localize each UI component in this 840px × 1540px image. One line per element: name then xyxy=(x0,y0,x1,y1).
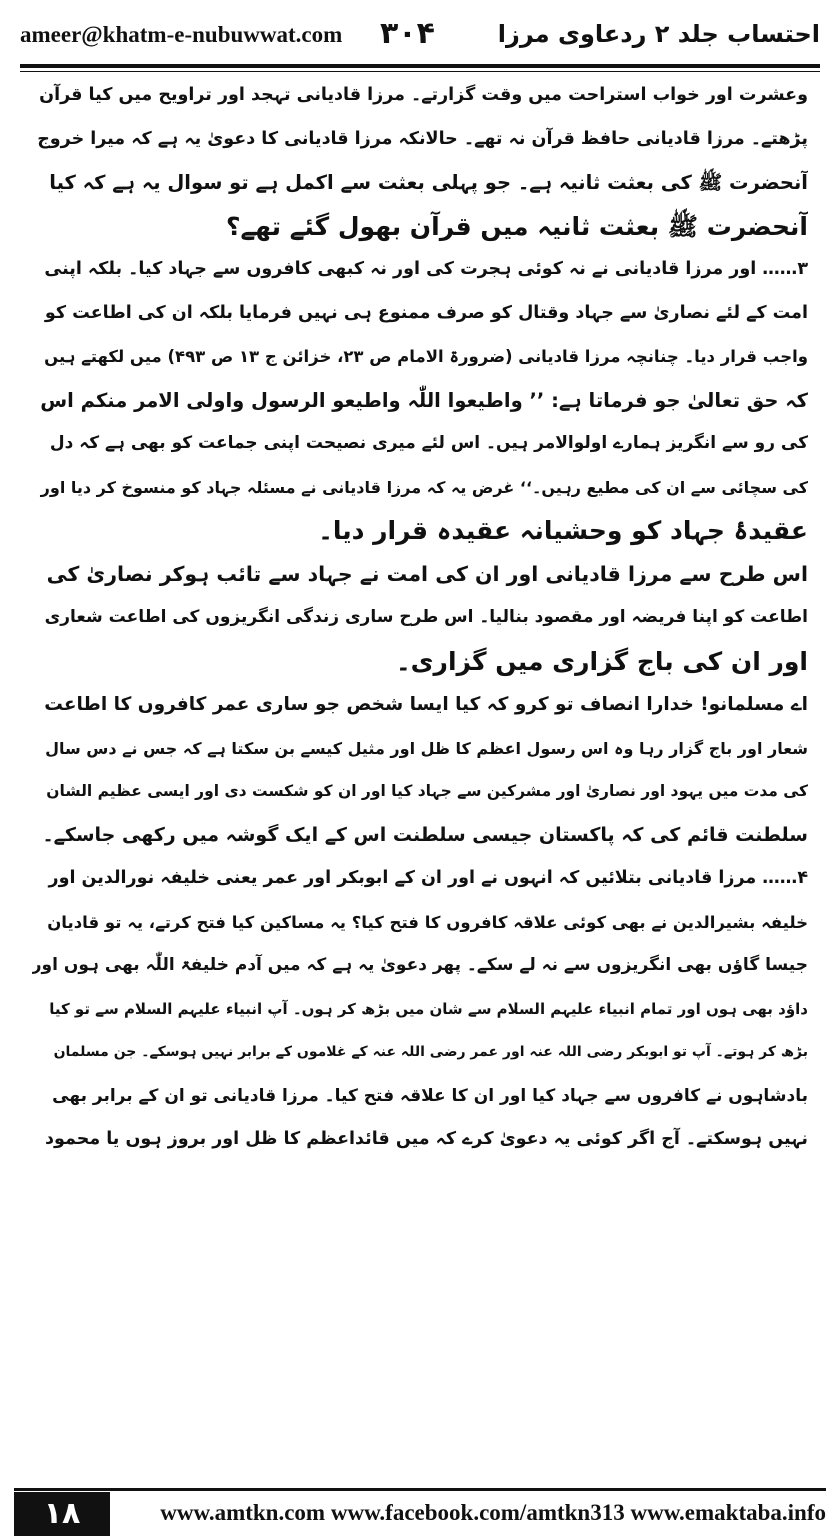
header-page-number: ۳۰۴ xyxy=(380,16,435,51)
text-line: کہ حق تعالیٰ جو فرماتا ہے: ’’ واطیعوا اللّٰہ واطیعو الرسول واولی الامر منکم اس xyxy=(40,388,808,412)
text-line: وعشرت اور خواب استراحت میں وقت گزارتے۔ مرزا قادیانی تہجد اور تراویح میں کیا قرآن xyxy=(39,85,808,105)
text-line: سلطنت قائم کی کہ پاکستان جیسی سلطنت اس کے ایک گوشہ میں رکھی جاسکے۔ xyxy=(42,823,808,846)
text-line: امت کے لئے نصاریٰ سے جہاد وقتال کو صرف ممنوع ہی نہیں فرمایا بلکہ ان کی اطاعت کو xyxy=(44,302,808,323)
header-book-title: احتساب جلد ۲ ردعاوی مرزا xyxy=(497,20,820,48)
text-line: آنحضرت ﷺ کی بعثت ثانیہ ہے۔ جو پہلی بعثت سے اکمل ہے تو سوال یہ ہے کہ کیا xyxy=(49,171,808,194)
text-line: کی مدت میں یہود اور نصاریٰ اور مشرکین سے جہاد کیا اور ان کو شکست دی اور ایسی عظیم الشان xyxy=(46,782,808,800)
text-line: عقیدۂ جہاد کو وحشیانہ عقیدہ قرار دیا۔ xyxy=(318,516,808,545)
text-line: شعار اور باج گزار رہا وہ اس رسول اعظم کا ظل اور مثیل کیسے بن سکتا ہے کہ جس نے دس سال xyxy=(45,738,808,758)
footer-page-number: ۱۸ xyxy=(14,1492,110,1536)
text-line: کی سچائی سے ان کی مطیع رہیں۔‘‘ غرض یہ کہ مرزا قادیانی نے مسئلہ جہاد کو منسوخ کر دیا اور xyxy=(40,477,808,497)
text-line: بڑھ کر ہوتے۔ آپ تو ابوبکر رضی اللہ عنہ اور عمر رضی اللہ عنہ کے غلاموں کے برابر نہیں ہوسکے۔ جن مسلمان xyxy=(53,1044,808,1060)
text-line: اس طرح سے مرزا قادیانی اور ان کی امت نے جہاد سے تائب ہوکر نصاریٰ کی xyxy=(46,561,808,586)
text-line: پڑھتے۔ مرزا قادیانی حافظ قرآن نہ تھے۔ حالانکہ مرزا قادیانی کا دعویٰ یہ ہے کہ میرا خروج xyxy=(37,128,808,149)
text-line: جیسا گاؤں بھی انگریزوں سے نہ لے سکے۔ پھر دعویٰ یہ ہے کہ میں آدم خلیفۃ اللّٰہ بھی ہوں اور xyxy=(32,955,808,975)
footer-divider xyxy=(14,1488,826,1491)
page-header xyxy=(20,10,820,62)
text-line: خلیفہ بشیرالدین نے بھی کوئی علاقہ کافروں کا فتح کیا؟ یہ مساکین کیا فتح کرتے، یہ تو قادیان xyxy=(47,912,808,932)
text-line: واجب قرار دیا۔ چنانچہ مرزا قادیانی (ضرورۃ الامام ص ۲۳، خزائن ج ۱۳ ص ۴۹۳) میں لکھتے ہیں xyxy=(44,347,808,366)
text-line: ۴…… مرزا قادیانی بتلائیں کہ انہوں نے اور ان کے ابوبکر اور عمر یعنی خلیفہ نورالدین اور xyxy=(48,868,808,888)
text-line: آنحضرت ﷺ بعثت ثانیہ میں قرآن بھول گئے تھے؟ xyxy=(226,211,808,241)
body-text xyxy=(32,74,808,1162)
header-divider xyxy=(20,64,820,68)
text-line: نہیں ہوسکتے۔ آج اگر کوئی یہ دعویٰ کرے کہ میں قائداعظم کا ظل اور بروز ہوں یا محمود xyxy=(45,1129,808,1149)
text-line: بادشاہوں نے کافروں سے جہاد کیا اور ان کا علاقہ فتح کیا۔ مرزا قادیانی تو ان کے برابر بھی xyxy=(52,1085,808,1106)
header-divider-thin xyxy=(20,71,820,72)
header-email: ameer@khatm-e-nubuwwat.com xyxy=(20,22,343,47)
text-line: اطاعت کو اپنا فریضہ اور مقصود بنالیا۔ اس طرح ساری زندگی انگریزوں کی اطاعت شعاری xyxy=(44,607,808,627)
text-line: داؤد بھی ہوں اور تمام انبیاء علیہم السلام سے شان میں بڑھ کر ہوں۔ آپ انبیاء علیہم السلام سے تو کیا xyxy=(49,999,808,1018)
text-line: ۳…… اور مرزا قادیانی نے نہ کوئی ہجرت کی اور نہ کبھی کافروں سے جہاد کیا۔ بلکہ اپنی xyxy=(44,259,808,279)
text-line: اور ان کی باج گزاری میں گزاری۔ xyxy=(395,646,808,676)
footer-links: www.amtkn.com www.facebook.com/amtkn313 www.emaktaba.info xyxy=(160,1500,826,1525)
text-line: اے مسلمانو! خدارا انصاف تو کرو کہ کیا ایسا شخص جو ساری عمر کافروں کا اطاعت xyxy=(44,694,808,715)
text-line: کی رو سے انگریز ہمارے اولوالامر ہیں۔ اس لئے میری نصیحت اپنی جماعت کو بھی ہے کہ دل xyxy=(49,433,808,453)
